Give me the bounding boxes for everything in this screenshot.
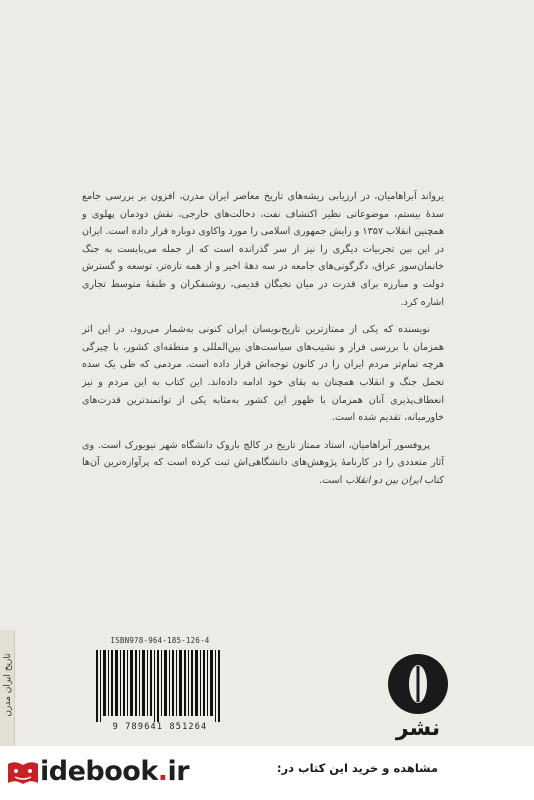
publisher-logo	[378, 652, 458, 752]
brand-main: idebook	[40, 756, 158, 787]
blurb-paragraph-2: نویسنده که یکی از ممتازترین تاریخ‌نویسان ایران کنونی به‌شمار می‌رود، در این اثر همزمان با بررسی فراز و نشیب‌های سیاست‌های بین‌المللی و منطقه‌ای کشور، با چیرگی هرچه تمام‌تر مردم ایران را در کانون توجه‌اش قرار داده است. مردمی که طی یک سده تحمل جنگ و انقلاب همچنان به بقای خود ادامه داده‌اند. این کتاب به این مردم و نیز انعطاف‌پذیری آنان همزمان با ظهور این کشور به‌مثابه یکی از توانمندترین قدرت‌های خاورمیانه، تقدیم شده است.	[82, 324, 444, 424]
spine-strip	[0, 630, 15, 746]
blurb-paragraph-3-end: است.	[319, 474, 346, 486]
barcode-bars	[94, 650, 226, 722]
publisher-name: نشر	[395, 716, 441, 741]
spine-label: تاریخ ایران مدرن	[3, 653, 13, 717]
isbn-barcode	[90, 636, 230, 738]
blurb-paragraph-3	[82, 437, 444, 490]
open-book-icon	[6, 758, 40, 786]
isbn-label: ISBN978-964-185-126-4	[110, 636, 210, 645]
publisher-emblem-icon	[386, 652, 450, 716]
blurb-paragraph-1: یرواند آبراهامیان، در ارزیابی ریشه‌های تاریخ معاصر ایران مدرن، افزون بر بررسی جامع سدهٔ بیستم، موضوعاتی نظیر اکتشاف نفت، دخالت‌های خارجی، نقش دودمان پهلوی و همچنین انقلاب ۱۳۵۷ و زایش جمهوری اسلامی را مورد واکاوی دوباره قرار داده است. ایران در این بین تجربیات دیگری را نیز از سر گذرانده است که از جمله می‌بایست به جنگ خانمان‌سوز عراق، دگرگونی‌های جامعه در سه دههٔ اخیر و از همه تازه‌تر، توسعه و گسترش دولت و مبارزه برای قدرت در میان نخبگان قدیمی، روشنفکران و طبقهٔ متوسط تجاری اشاره کرد.	[82, 191, 445, 308]
idebook-logo[interactable]	[6, 752, 216, 792]
brand-tld: ir	[167, 756, 190, 787]
watermark-tagline: مشاهده و خرید این کتاب در:	[276, 761, 438, 775]
book-title-italic: ایران بین دو انقلاب	[345, 474, 422, 486]
barcode-digits: 9 789641 851264	[112, 722, 208, 732]
blurb-paragraph-3-text: پروفسور آبراهامیان، استاد ممتاز تاریخ در کالج باروک دانشگاه شهر نیویورک است. وی آثار متعددی را در کارنامهٔ پژوهش‌های دانشگاهی‌اش ثبت کرده است که پرآوازه‌ترین آن‌ها کتاب	[82, 439, 444, 486]
blurb-text	[82, 188, 444, 500]
idebook-wordmark	[40, 756, 189, 787]
brand-dot: .	[157, 756, 168, 787]
